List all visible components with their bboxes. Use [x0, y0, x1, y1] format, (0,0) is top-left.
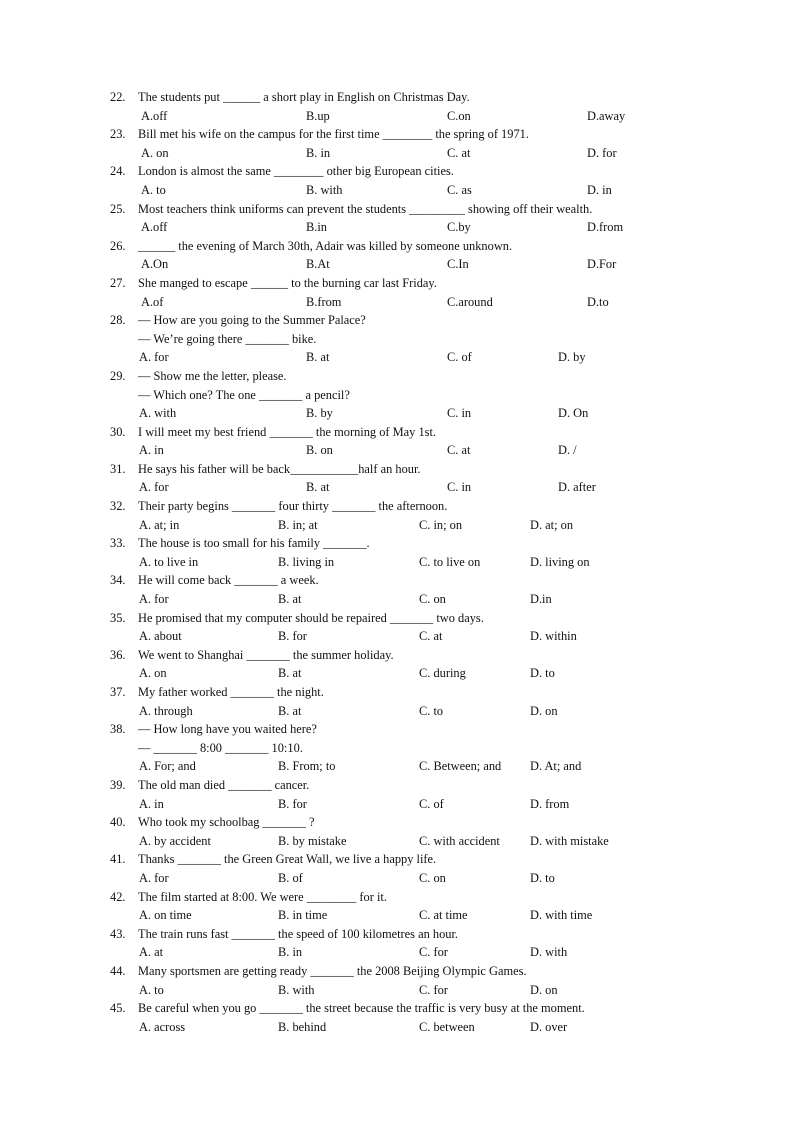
question-text: Their party begins _______ four thirty _______ the afternoon.: [138, 499, 448, 514]
answer-option: D. from: [530, 796, 570, 811]
answer-option: D. with time: [530, 908, 593, 923]
question-item: [0, 850, 793, 887]
question-item: [0, 646, 793, 683]
question-item: [0, 571, 793, 608]
answer-option: C.on: [447, 108, 471, 123]
answer-option: B. in time: [278, 908, 328, 923]
answer-option: B.in: [306, 220, 327, 235]
options-row: [0, 757, 793, 776]
answer-option: C. for: [419, 945, 448, 960]
answer-option: A.off: [141, 108, 168, 123]
question-stem-line: [0, 237, 793, 256]
answer-option: D. to: [530, 870, 555, 885]
question-stem-line: [0, 646, 793, 665]
question-number: 41.: [110, 852, 126, 867]
question-number: 38.: [110, 722, 126, 737]
answer-option: A. through: [139, 703, 193, 718]
answer-option: B.from: [306, 294, 342, 309]
question-stem-line: [0, 311, 793, 330]
answer-option: A. for: [139, 592, 169, 607]
answer-option: A. to: [139, 982, 164, 997]
answer-option: C. in: [447, 406, 472, 421]
options-row: [0, 702, 793, 721]
answer-option: A.On: [141, 257, 169, 272]
answer-option: B. in: [278, 945, 303, 960]
options-row: [0, 107, 793, 126]
question-stem-line: [0, 200, 793, 219]
question-item: [0, 125, 793, 162]
question-stem-line: [0, 571, 793, 590]
options-row: [0, 255, 793, 274]
options-row: [0, 144, 793, 163]
question-number: 30.: [110, 424, 126, 439]
answer-option: B. by mistake: [278, 833, 347, 848]
answer-option: D.from: [587, 220, 624, 235]
answer-option: D. at; on: [530, 517, 574, 532]
answer-option: D.For: [587, 257, 617, 272]
answer-option: C. at time: [419, 908, 468, 923]
question-text: The old man died _______ cancer.: [138, 777, 310, 792]
question-number: 35.: [110, 610, 126, 625]
question-number: 27.: [110, 275, 126, 290]
question-stem-line: [0, 125, 793, 144]
question-stem-line: [0, 609, 793, 628]
answer-option: D. within: [530, 629, 577, 644]
question-item: [0, 237, 793, 274]
question-item: [0, 925, 793, 962]
answer-option: B. for: [278, 629, 307, 644]
question-item: [0, 200, 793, 237]
question-stem-line: [0, 720, 793, 739]
question-stem-line: [0, 925, 793, 944]
answer-option: A. in: [139, 796, 164, 811]
answer-option: B. From; to: [278, 759, 336, 774]
answer-option: B. of: [278, 870, 303, 885]
answer-option: B. with: [278, 982, 315, 997]
options-row: [0, 404, 793, 423]
question-number: 28.: [110, 313, 126, 328]
options-row: [0, 627, 793, 646]
options-row: [0, 832, 793, 851]
answer-option: B. at: [306, 350, 330, 365]
answer-option: B. for: [278, 796, 307, 811]
answer-option: D. on: [530, 982, 558, 997]
options-row: [0, 478, 793, 497]
question-item: [0, 88, 793, 125]
answer-option: C. to: [419, 703, 444, 718]
answer-option: C.by: [447, 220, 471, 235]
question-item: [0, 423, 793, 460]
answer-option: C. of: [447, 350, 472, 365]
options-row: [0, 906, 793, 925]
question-stem-line: [0, 888, 793, 907]
answer-option: B. at: [278, 703, 302, 718]
answer-option: A.of: [141, 294, 164, 309]
question-item: [0, 274, 793, 311]
options-row: [0, 1018, 793, 1037]
options-row: [0, 981, 793, 1000]
question-text: My father worked _______ the night.: [138, 685, 324, 699]
options-row: [0, 293, 793, 312]
question-stem-line: [0, 386, 793, 405]
question-item: [0, 534, 793, 571]
question-text: The train runs fast _______ the speed of 100 kilometres an hour.: [138, 926, 459, 941]
question-item: [0, 162, 793, 199]
question-text: — Show me the letter, please.: [138, 368, 287, 383]
answer-option: C. for: [419, 982, 448, 997]
answer-option: C. at: [419, 629, 443, 644]
question-text: The students put ______ a short play in English on Christmas Day.: [138, 90, 470, 104]
answer-option: D. living on: [530, 554, 590, 569]
question-text: — _______ 8:00 _______ 10:10.: [138, 740, 303, 755]
question-number: 22.: [110, 90, 126, 104]
answer-option: D. to: [530, 666, 555, 681]
answer-option: A. on: [141, 145, 169, 160]
question-text: He will come back _______ a week.: [138, 573, 319, 588]
answer-option: D. /: [558, 443, 577, 458]
question-text: Many sportsmen are getting ready _______ the 2008 Beijing Olympic Games.: [138, 963, 527, 978]
answer-option: C. between: [419, 1019, 475, 1034]
question-item: [0, 720, 793, 776]
question-text: — How are you going to the Summer Palace?: [138, 313, 366, 328]
question-stem-line: [0, 739, 793, 758]
answer-option: A. for: [139, 350, 169, 365]
options-row: [0, 516, 793, 535]
question-item: [0, 497, 793, 534]
question-item: [0, 311, 793, 367]
question-stem-line: [0, 460, 793, 479]
question-number: 26.: [110, 238, 126, 253]
question-stem-line: [0, 423, 793, 442]
question-text: — Which one? The one _______ a pencil?: [138, 387, 350, 402]
answer-option: D. after: [558, 480, 596, 495]
answer-option: A. about: [139, 629, 182, 644]
options-row: [0, 590, 793, 609]
options-row: [0, 181, 793, 200]
question-text: The film started at 8:00. We were ________ for it.: [138, 889, 387, 904]
answer-option: C.around: [447, 294, 493, 309]
answer-option: C. Between; and: [419, 759, 502, 774]
question-text: Who took my schoolbag _______ ?: [138, 815, 315, 830]
question-item: [0, 776, 793, 813]
question-text: She manged to escape ______ to the burning car last Friday.: [138, 275, 437, 290]
answer-option: C. at: [447, 443, 471, 458]
options-row: [0, 441, 793, 460]
answer-option: A. on: [139, 666, 167, 681]
question-stem-line: [0, 497, 793, 516]
answer-option: A. by accident: [139, 833, 211, 848]
question-text: — We’re going there _______ bike.: [138, 331, 317, 346]
answer-option: B. at: [278, 666, 302, 681]
answer-option: C. on: [419, 870, 446, 885]
answer-option: A. at: [139, 945, 164, 960]
answer-option: A. for: [139, 870, 169, 885]
answer-option: C. in; on: [419, 517, 463, 532]
question-number: 40.: [110, 815, 126, 830]
answer-option: A. across: [139, 1019, 186, 1034]
answer-option: C. in: [447, 480, 472, 495]
answer-option: A.off: [141, 220, 168, 235]
question-stem-line: [0, 850, 793, 869]
answer-option: D. by: [558, 350, 586, 365]
question-stem-line: [0, 776, 793, 795]
options-row: [0, 943, 793, 962]
answer-option: B. behind: [278, 1019, 327, 1034]
question-item: [0, 609, 793, 646]
answer-option: C. to live on: [419, 554, 481, 569]
question-text: London is almost the same ________ other big European cities.: [138, 164, 454, 179]
question-number: 44.: [110, 963, 126, 978]
question-number: 36.: [110, 647, 126, 662]
answer-option: B. living in: [278, 554, 335, 569]
question-stem-line: [0, 330, 793, 349]
question-text: Most teachers think uniforms can prevent the students _________ showing off their wealth.: [138, 201, 593, 216]
answer-option: A. to live in: [139, 554, 199, 569]
question-text: ______ the evening of March 30th, Adair was killed by someone unknown.: [138, 238, 513, 253]
answer-option: B. in; at: [278, 517, 318, 532]
question-number: 37.: [110, 685, 126, 699]
answer-option: A. on time: [139, 908, 192, 923]
answer-option: D.away: [587, 108, 626, 123]
question-text: — How long have you waited here?: [138, 722, 317, 737]
question-stem-line: [0, 999, 793, 1018]
question-stem-line: [0, 813, 793, 832]
options-row: [0, 664, 793, 683]
answer-option: B. at: [306, 480, 330, 495]
question-text: Thanks _______ the Green Great Wall, we live a happy life.: [138, 852, 437, 867]
answer-option: B. with: [306, 182, 343, 197]
question-item: [0, 813, 793, 850]
question-stem-line: [0, 274, 793, 293]
options-row: [0, 348, 793, 367]
options-row: [0, 218, 793, 237]
answer-option: A. at; in: [139, 517, 180, 532]
question-number: 29.: [110, 368, 126, 383]
options-row: [0, 869, 793, 888]
question-number: 33.: [110, 536, 126, 551]
question-item: [0, 888, 793, 925]
answer-option: C. at: [447, 145, 471, 160]
question-item: [0, 683, 793, 720]
answer-option: B.At: [306, 257, 330, 272]
answer-option: C. of: [419, 796, 444, 811]
question-stem-line: [0, 367, 793, 386]
answer-option: A. For; and: [139, 759, 196, 774]
question-text: The house is too small for his family _______.: [138, 536, 370, 551]
question-number: 24.: [110, 164, 126, 179]
question-stem-line: [0, 683, 793, 702]
answer-option: C. during: [419, 666, 466, 681]
answer-option: D. for: [587, 145, 617, 160]
answer-option: D.in: [530, 592, 552, 607]
question-number: 43.: [110, 926, 126, 941]
answer-option: A. with: [139, 406, 177, 421]
answer-option: D. At; and: [530, 759, 582, 774]
answer-option: B. at: [278, 592, 302, 607]
question-stem-line: [0, 88, 793, 107]
question-item: [0, 999, 793, 1036]
answer-option: D. over: [530, 1019, 568, 1034]
question-stem-line: [0, 534, 793, 553]
answer-option: D. On: [558, 406, 589, 421]
answer-option: C. as: [447, 182, 472, 197]
question-stem-line: [0, 962, 793, 981]
question-number: 31.: [110, 461, 126, 476]
answer-option: D.to: [587, 294, 609, 309]
question-number: 42.: [110, 889, 126, 904]
question-number: 25.: [110, 201, 126, 216]
question-number: 23.: [110, 127, 126, 142]
question-text: Bill met his wife on the campus for the first time ________ the spring of 1971.: [138, 127, 529, 142]
question-item: [0, 367, 793, 423]
question-item: [0, 460, 793, 497]
question-text: He promised that my computer should be repaired _______ two days.: [138, 610, 484, 625]
question-number: 32.: [110, 499, 126, 514]
question-text: I will meet my best friend _______ the morning of May 1st.: [138, 424, 437, 439]
answer-option: B. by: [306, 406, 333, 421]
options-row: [0, 553, 793, 572]
answer-option: C. on: [419, 592, 446, 607]
question-text: Be careful when you go _______ the street because the traffic is very busy at the moment.: [138, 1001, 585, 1016]
answer-option: A. in: [139, 443, 164, 458]
question-number: 39.: [110, 777, 126, 792]
question-item: [0, 962, 793, 999]
answer-option: D. with mistake: [530, 833, 609, 848]
answer-option: C.In: [447, 257, 469, 272]
answer-option: D. in: [587, 182, 612, 197]
answer-option: A. for: [139, 480, 169, 495]
answer-option: C. with accident: [419, 833, 500, 848]
answer-option: A. to: [141, 182, 166, 197]
question-number: 34.: [110, 573, 126, 588]
answer-option: D. on: [530, 703, 558, 718]
answer-option: B. on: [306, 443, 333, 458]
question-stem-line: [0, 162, 793, 181]
answer-option: D. with: [530, 945, 568, 960]
answer-option: B. in: [306, 145, 331, 160]
options-row: [0, 795, 793, 814]
answer-option: B.up: [306, 108, 330, 123]
question-number: 45.: [110, 1001, 126, 1016]
question-text: We went to Shanghai _______ the summer holiday.: [138, 647, 394, 662]
exercise-sheet: [0, 88, 793, 1036]
question-text: He says his father will be back___________half an hour.: [138, 461, 421, 476]
